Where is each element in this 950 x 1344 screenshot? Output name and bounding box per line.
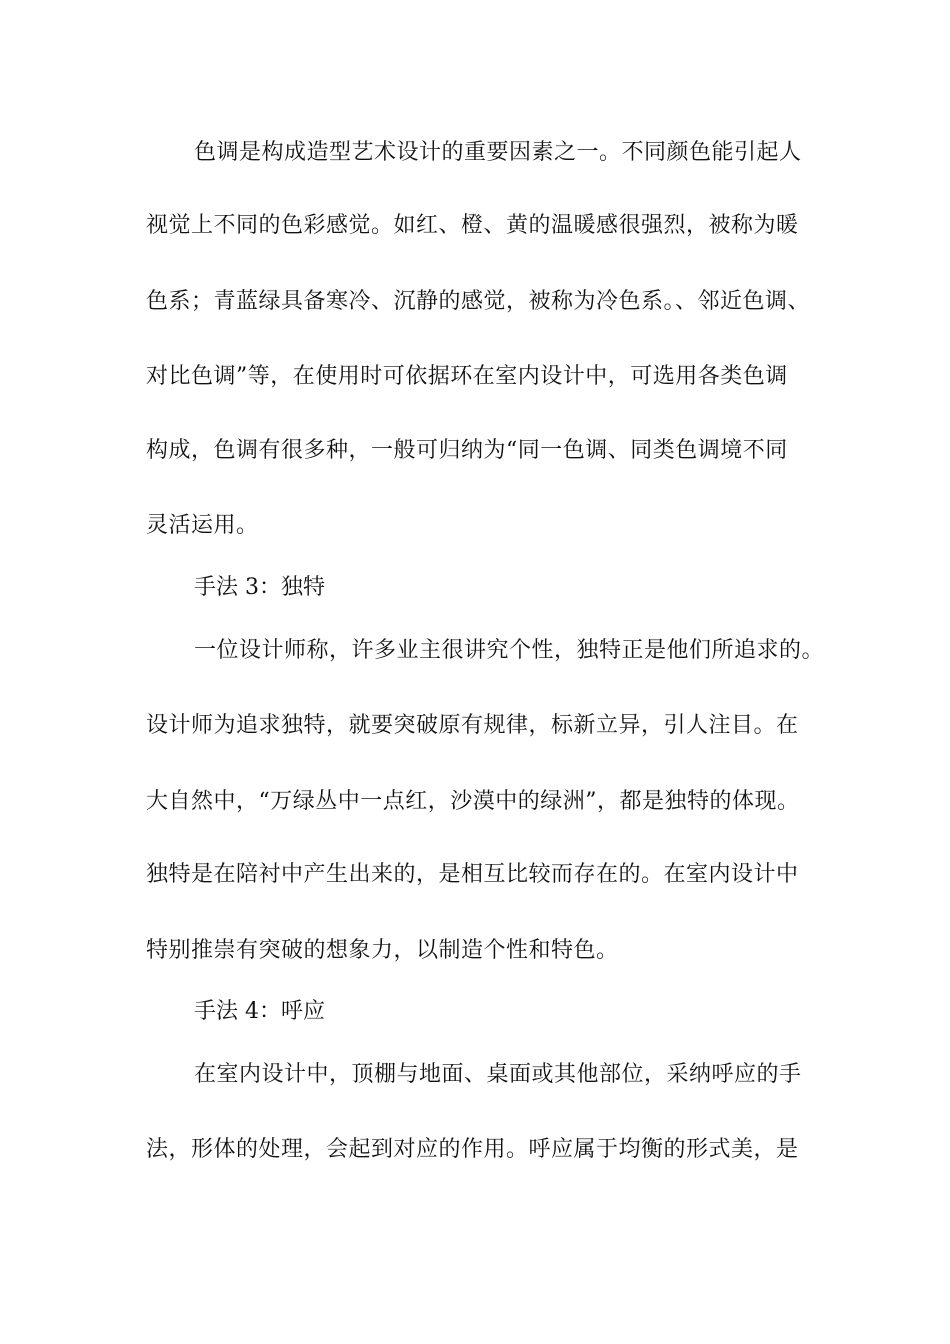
paragraph-line: 色调是构成造型艺术设计的重要因素之一。不同颜色能引起人 bbox=[194, 140, 802, 165]
paragraph-line: 大自然中，“万绿丛中一点红，沙漠中的绿洲”，都是独特的体现。 bbox=[146, 789, 800, 814]
paragraph-line: 一位设计师称，许多业主很讲究个性，独特正是他们所追求的。 bbox=[194, 638, 825, 663]
paragraph-line: 特别推崇有突破的想象力，以制造个性和特色。 bbox=[146, 938, 619, 963]
paragraph-line: 灵活运用。 bbox=[146, 513, 259, 538]
paragraph-line: 对比色调”等，在使用时可依据环在室内设计中，可选用各类色调 bbox=[146, 364, 788, 389]
section-heading: 手法 4：呼应 bbox=[194, 999, 325, 1024]
paragraph-line: 色系；青蓝绿具备寒冷、沉静的感觉，被称为冷色系。、邻近色调、 bbox=[146, 289, 811, 314]
paragraph-line: 法，形体的处理，会起到对应的作用。呼应属于均衡的形式美，是 bbox=[146, 1137, 799, 1162]
paragraph-line: 在室内设计中，顶棚与地面、桌面或其他部位，采纳呼应的手 bbox=[194, 1062, 802, 1087]
paragraph-line: 设计师为追求独特，就要突破原有规律，标新立异，引人注目。在 bbox=[146, 713, 799, 738]
paragraph-line: 视觉上不同的色彩感觉。如红、橙、黄的温暖感很强烈，被称为暖 bbox=[146, 213, 799, 238]
paragraph-line: 构成，色调有很多种，一般可归纳为“同一色调、同类色调境不同 bbox=[146, 438, 788, 463]
section-heading: 手法 3：独特 bbox=[194, 575, 325, 600]
paragraph-line: 独特是在陪衬中产生出来的，是相互比较而存在的。在室内设计中 bbox=[146, 862, 799, 887]
